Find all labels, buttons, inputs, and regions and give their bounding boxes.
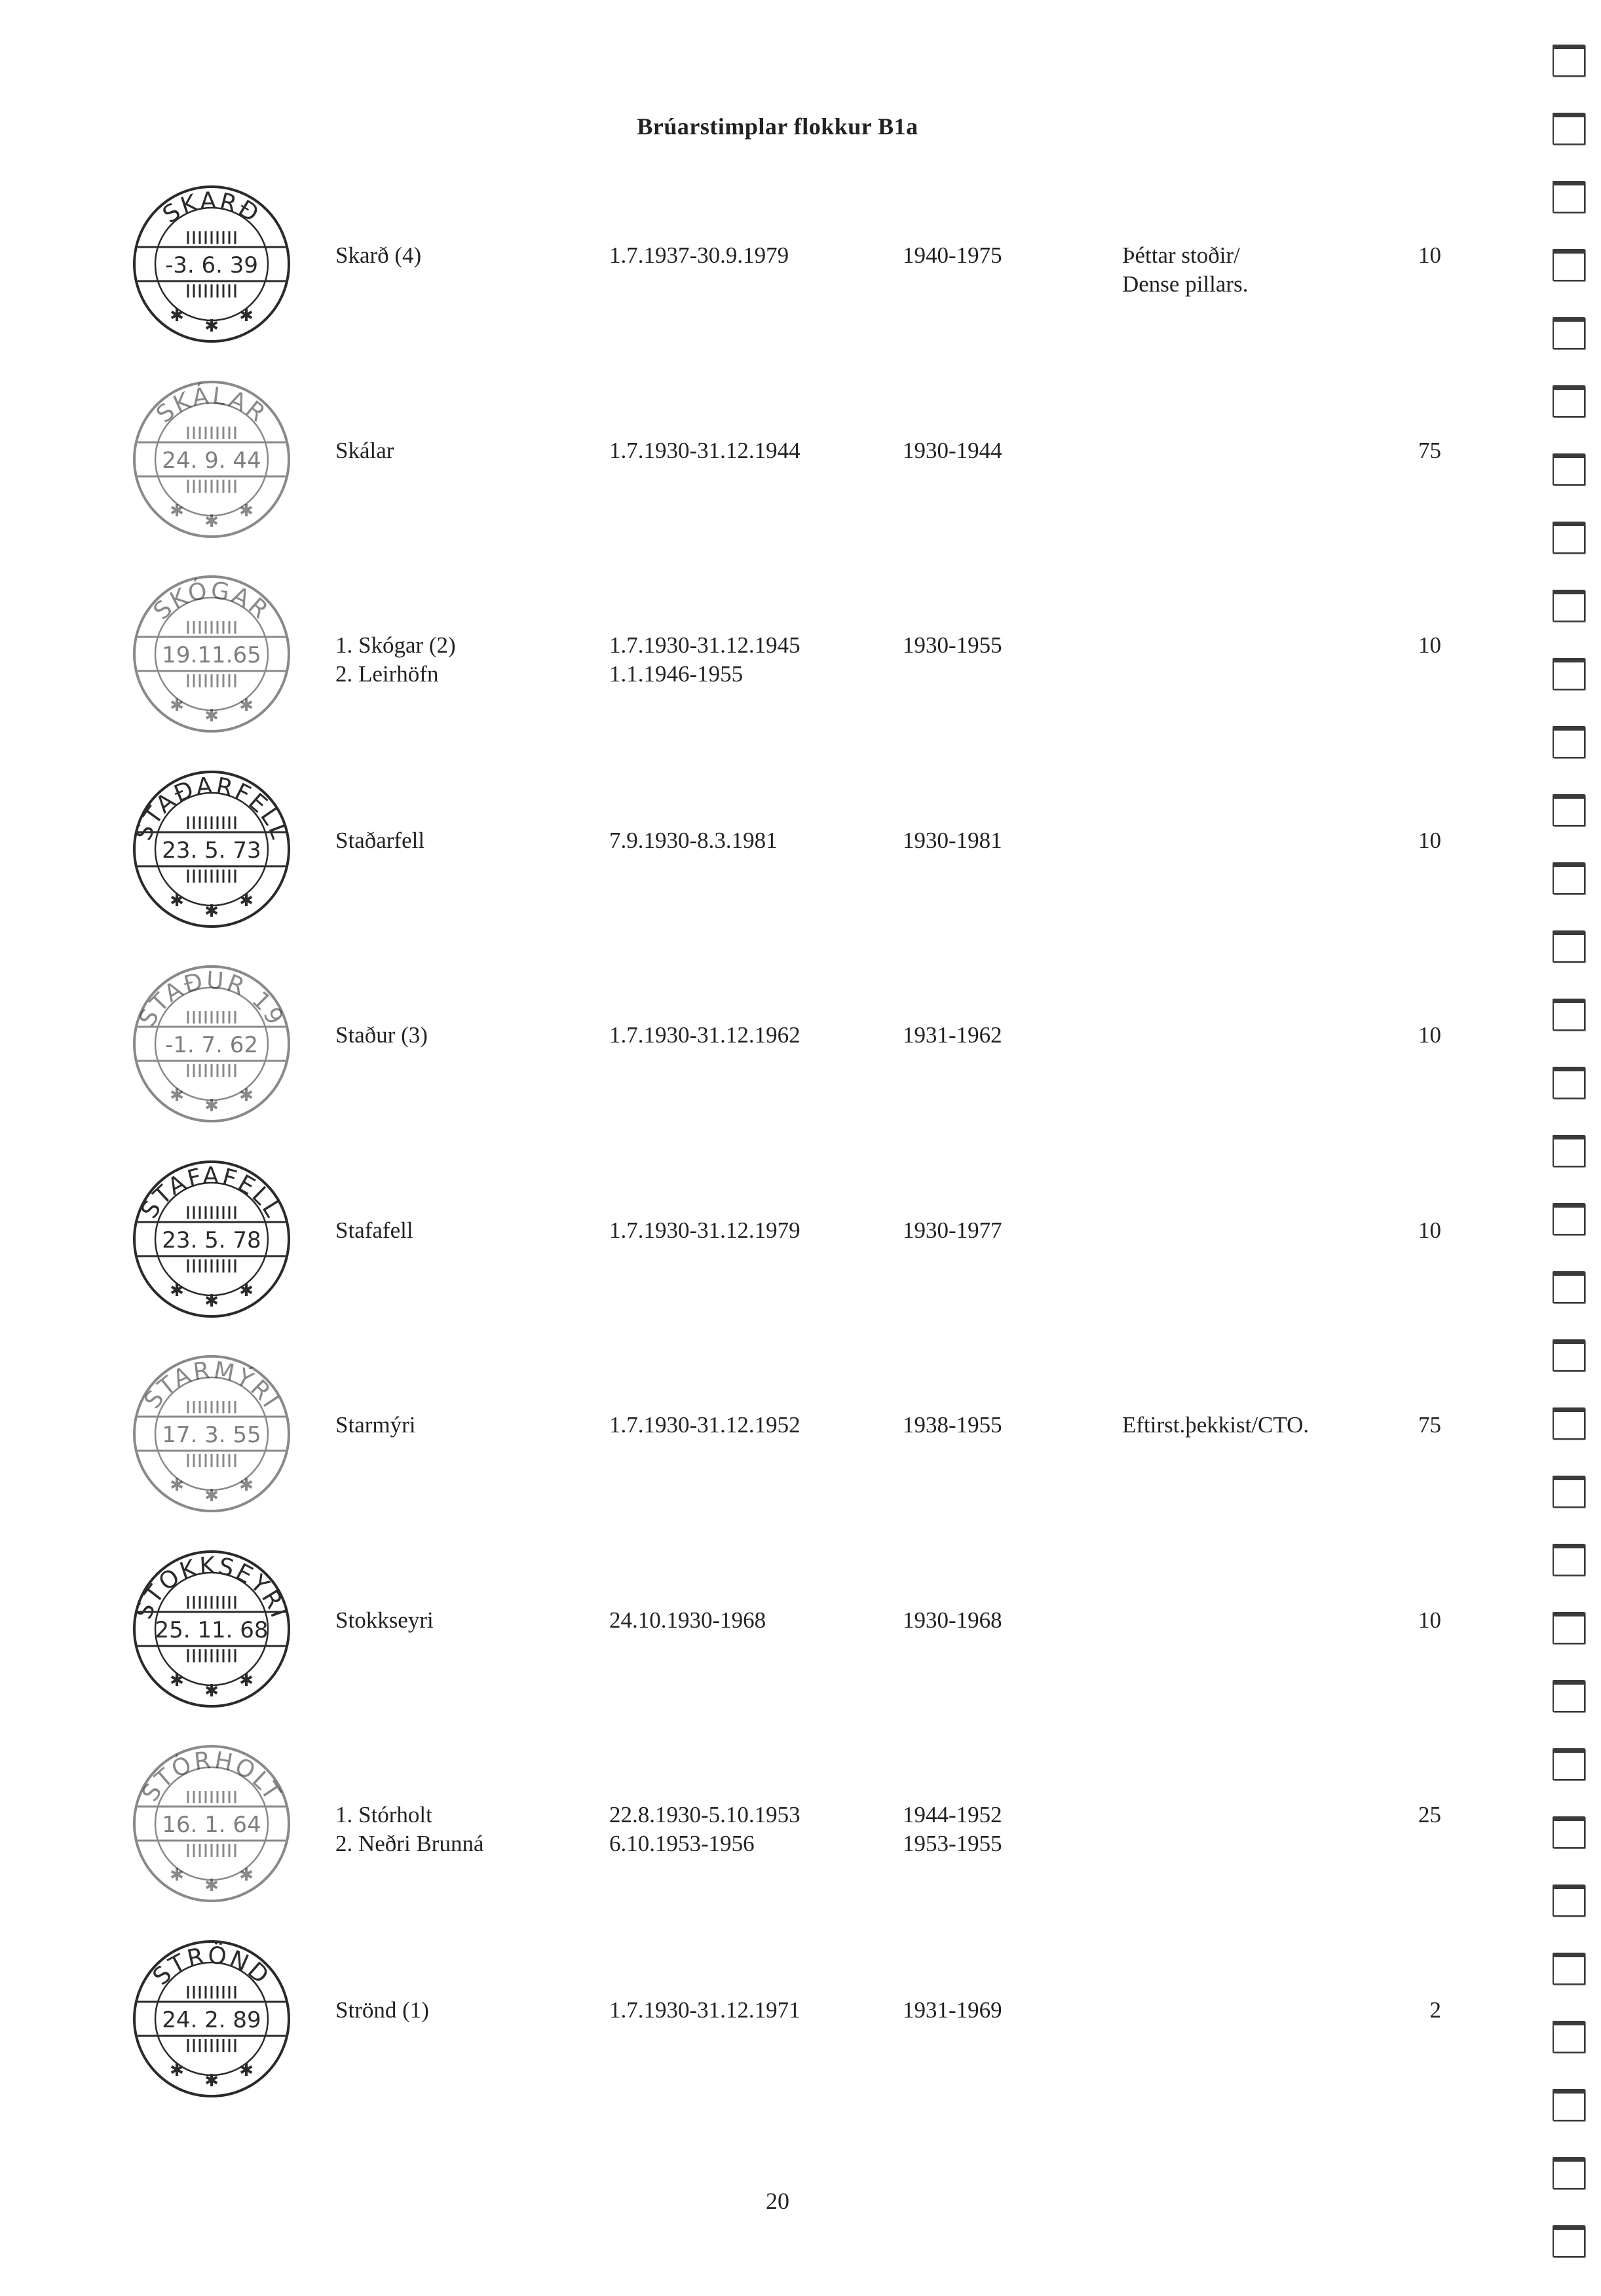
star-icon: ✱: [170, 1476, 184, 1495]
postmark-arc-text: STAÐARFELL: [130, 772, 293, 844]
star-icon: ✱: [204, 1291, 219, 1311]
period-open-line: 6.10.1953-1956: [609, 1831, 755, 1856]
office-name-line: 1. Stórholt: [335, 1802, 432, 1827]
note: [1122, 1411, 1309, 1440]
postmark-stamp: [123, 955, 300, 1132]
value-line: 10: [1418, 1607, 1441, 1633]
star-icon: ✱: [239, 1866, 254, 1885]
office-name-line: 2. Leirhöfn: [335, 661, 439, 687]
postmark-entry: [0, 371, 1507, 561]
period-open-line: 7.9.1930-8.3.1981: [609, 827, 778, 853]
value-line: 75: [1418, 1412, 1441, 1438]
period-open-line: 24.10.1930-1968: [609, 1607, 766, 1633]
value-line: 75: [1418, 437, 1441, 463]
page-number: 20: [766, 2188, 789, 2214]
postmark-entry: [0, 1930, 1507, 2120]
value-line: 10: [1418, 1022, 1441, 1048]
postmark-arc-text: SKARÐ: [158, 187, 265, 229]
binding-hole: [1553, 1748, 1585, 1780]
value: [1310, 826, 1441, 855]
binding-hole: [1553, 317, 1585, 349]
binding-hole: [1553, 1407, 1585, 1440]
binding-hole: [1553, 2021, 1585, 2053]
binding-hole: [1553, 590, 1585, 622]
star-icon: ✱: [204, 1876, 219, 1896]
period-in-use-line: 1930-1977: [903, 1217, 1002, 1243]
period-in-use: [903, 826, 1002, 855]
office-name-line: Skarð (4): [335, 242, 422, 268]
note-line: Dense pillars.: [1122, 271, 1249, 297]
binding-hole: [1553, 385, 1585, 417]
binding-holes: [1553, 45, 1587, 2279]
period-open-line: 22.8.1930-5.10.1953: [609, 1802, 800, 1827]
star-icon: ✱: [170, 1280, 184, 1301]
binding-hole: [1553, 794, 1585, 826]
office-name: [335, 241, 421, 270]
postmark-entry: [0, 1151, 1507, 1341]
binding-hole: [1553, 1680, 1585, 1712]
binding-hole: [1553, 45, 1585, 77]
office-name: [335, 1216, 413, 1245]
postmark-date: 16. 1. 64: [162, 1812, 261, 1838]
period-open-line: 1.7.1930-31.12.1962: [609, 1022, 800, 1048]
period-open-line: 1.7.1930-31.12.1944: [609, 437, 800, 463]
value-line: 10: [1418, 827, 1441, 853]
page-title: Brúarstimplar flokkur B1a: [637, 113, 918, 140]
star-icon: ✱: [170, 306, 184, 326]
office-name: [335, 1801, 483, 1858]
binding-hole: [1553, 1203, 1585, 1235]
office-name: [335, 1021, 428, 1050]
binding-hole: [1553, 2225, 1585, 2257]
period-in-use-line: 1931-1969: [903, 1997, 1002, 2023]
postmark-stamp: [123, 1345, 300, 1522]
postmark-date: 19.11.65: [162, 642, 261, 668]
star-icon: ✱: [204, 511, 219, 531]
binding-hole: [1553, 930, 1585, 963]
value-line: 10: [1418, 632, 1441, 658]
postmark-stamp: [123, 1930, 300, 2107]
period-open: [609, 1216, 800, 1245]
binding-hole: [1553, 522, 1585, 554]
binding-hole: [1553, 1135, 1585, 1167]
postmark-date: -3. 6. 39: [164, 252, 259, 278]
binding-hole: [1553, 1476, 1585, 1508]
postmark-date: 23. 5. 73: [162, 837, 261, 864]
note-line: Eftirst.þekkist/CTO.: [1122, 1412, 1309, 1438]
binding-hole: [1553, 2157, 1585, 2189]
period-open: [609, 826, 778, 855]
star-icon: ✱: [239, 890, 254, 911]
postmark-date: 24. 2. 89: [162, 2006, 261, 2033]
star-icon: ✱: [204, 2071, 219, 2091]
value: [1310, 631, 1441, 660]
star-icon: ✱: [170, 890, 184, 911]
period-in-use-line: 1953-1955: [903, 1831, 1002, 1856]
office-name-line: Stokkseyri: [335, 1607, 434, 1633]
postmark-stamp: [123, 1735, 300, 1912]
office-name-line: Stafafell: [335, 1217, 413, 1243]
postmark-stamp: [123, 1540, 300, 1717]
postmark-stamp: [123, 1151, 300, 1328]
value-line: 10: [1418, 242, 1441, 268]
binding-hole: [1553, 1816, 1585, 1848]
value-line: 2: [1429, 1997, 1441, 2023]
star-icon: ✱: [239, 306, 254, 326]
star-icon: ✱: [239, 696, 254, 716]
binding-hole: [1553, 658, 1585, 690]
period-in-use-line: 1931-1962: [903, 1022, 1002, 1048]
period-open: [609, 436, 800, 465]
office-name: [335, 1996, 429, 2025]
star-icon: ✱: [170, 696, 184, 716]
postmark-entry: [0, 1345, 1507, 1535]
period-open: [609, 1801, 800, 1858]
postmark-stamp: [123, 371, 300, 548]
period-in-use-line: 1940-1975: [903, 242, 1002, 268]
value-line: 25: [1418, 1802, 1441, 1827]
period-in-use-line: 1944-1952: [903, 1802, 1002, 1827]
postmark-stamp: [123, 761, 300, 938]
period-in-use-line: 1938-1955: [903, 1412, 1002, 1438]
period-in-use: [903, 436, 1002, 465]
postmark-arc-text: STAFAFELL: [136, 1162, 288, 1223]
postmark-entry: [0, 565, 1507, 756]
binding-hole: [1553, 1885, 1585, 1917]
period-in-use: [903, 1021, 1002, 1050]
postmark-date: 17. 3. 55: [162, 1422, 261, 1448]
office-name: [335, 826, 424, 855]
postmark-entry: [0, 955, 1507, 1145]
postmark-arc-text: STAÐUR 19: [134, 966, 290, 1031]
period-open: [609, 1021, 800, 1050]
value: [1310, 1996, 1441, 2025]
postmark-entry: [0, 1735, 1507, 1925]
period-open: [609, 241, 789, 270]
value: [1310, 1411, 1441, 1440]
period-open-line: 1.7.1937-30.9.1979: [609, 242, 789, 268]
office-name-line: 2. Neðri Brunná: [335, 1831, 484, 1856]
binding-hole: [1553, 2089, 1585, 2121]
value: [1310, 1021, 1441, 1050]
period-open: [609, 1996, 800, 2025]
postmark-date: 25. 11. 68: [155, 1617, 269, 1643]
period-open-line: 1.7.1930-31.12.1971: [609, 1997, 800, 2023]
period-in-use: [903, 631, 1002, 660]
star-icon: ✱: [170, 1866, 184, 1885]
star-icon: ✱: [170, 2060, 184, 2080]
star-icon: ✱: [239, 1670, 254, 1691]
star-icon: ✱: [204, 1096, 219, 1116]
period-in-use-line: 1930-1944: [903, 437, 1002, 463]
star-icon: ✱: [239, 1476, 254, 1495]
postmark-arc-text: STOKKSEYRI: [130, 1552, 293, 1623]
postmark-date: 24. 9. 44: [162, 447, 261, 474]
star-icon: ✱: [204, 706, 219, 726]
binding-hole: [1553, 726, 1585, 758]
binding-hole: [1553, 113, 1585, 145]
binding-hole: [1553, 181, 1585, 213]
value: [1310, 241, 1441, 270]
value: [1310, 1606, 1441, 1635]
office-name-line: Staður (3): [335, 1022, 428, 1048]
note: [1122, 241, 1248, 299]
value: [1310, 1801, 1441, 1829]
star-icon: ✱: [239, 1086, 254, 1105]
postmark-entry: [0, 1540, 1507, 1731]
value: [1310, 1216, 1441, 1245]
star-icon: ✱: [239, 2060, 254, 2080]
office-name: [335, 1411, 415, 1440]
postmark-arc-text: SKÓGAR: [148, 577, 274, 626]
period-in-use: [903, 1801, 1002, 1858]
office-name: [335, 631, 456, 689]
binding-hole: [1553, 249, 1585, 281]
binding-hole: [1553, 1271, 1585, 1303]
binding-hole: [1553, 1953, 1585, 1985]
binding-hole: [1553, 1339, 1585, 1371]
period-in-use: [903, 241, 1002, 270]
period-open: [609, 631, 800, 689]
office-name-line: 1. Skógar (2): [335, 632, 456, 658]
office-name: [335, 1606, 434, 1635]
postmark-arc-text: SKÁLAR: [151, 382, 272, 429]
postmark-entry: [0, 176, 1507, 366]
period-open: [609, 1411, 800, 1440]
period-open-line: 1.7.1930-31.12.1979: [609, 1217, 800, 1243]
postmark-arc-text: STRÖND: [147, 1942, 275, 1991]
period-open-line: 1.1.1946-1955: [609, 661, 744, 687]
period-open-line: 1.7.1930-31.12.1952: [609, 1412, 800, 1438]
star-icon: ✱: [239, 1280, 254, 1301]
binding-hole: [1553, 1612, 1585, 1644]
value-line: 10: [1418, 1217, 1441, 1243]
value: [1310, 436, 1441, 465]
star-icon: ✱: [170, 501, 184, 521]
star-icon: ✱: [204, 316, 219, 336]
postmark-entry: [0, 761, 1507, 951]
postmark-date: 23. 5. 78: [162, 1227, 261, 1253]
binding-hole: [1553, 453, 1585, 486]
star-icon: ✱: [204, 1681, 219, 1701]
period-in-use: [903, 1996, 1002, 2025]
office-name-line: Starmýri: [335, 1412, 416, 1438]
period-open-line: 1.7.1930-31.12.1945: [609, 632, 800, 658]
office-name-line: Skálar: [335, 437, 394, 463]
office-name: [335, 436, 394, 465]
office-name-line: Strönd (1): [335, 1997, 429, 2023]
period-in-use: [903, 1411, 1002, 1440]
period-open: [609, 1606, 766, 1635]
binding-hole: [1553, 862, 1585, 894]
binding-hole: [1553, 1067, 1585, 1099]
postmark-arc-text: STARMÝRI: [139, 1356, 285, 1414]
binding-hole: [1553, 999, 1585, 1031]
period-in-use-line: 1930-1968: [903, 1607, 1002, 1633]
period-in-use-line: 1930-1981: [903, 827, 1002, 853]
star-icon: ✱: [204, 901, 219, 921]
period-in-use: [903, 1606, 1002, 1635]
postmark-stamp: [123, 565, 300, 742]
binding-hole: [1553, 1544, 1585, 1576]
postmark-date: -1. 7. 62: [164, 1032, 259, 1058]
star-icon: ✱: [239, 501, 254, 521]
period-in-use-line: 1930-1955: [903, 632, 1002, 658]
postmark-stamp: [123, 176, 300, 353]
note-line: Þéttar stoðir/: [1122, 242, 1240, 268]
star-icon: ✱: [170, 1086, 184, 1105]
star-icon: ✱: [204, 1486, 219, 1506]
postmark-arc-text: STÓRHOLT: [136, 1746, 287, 1807]
office-name-line: Staðarfell: [335, 827, 425, 853]
period-in-use: [903, 1216, 1002, 1245]
star-icon: ✱: [170, 1670, 184, 1691]
